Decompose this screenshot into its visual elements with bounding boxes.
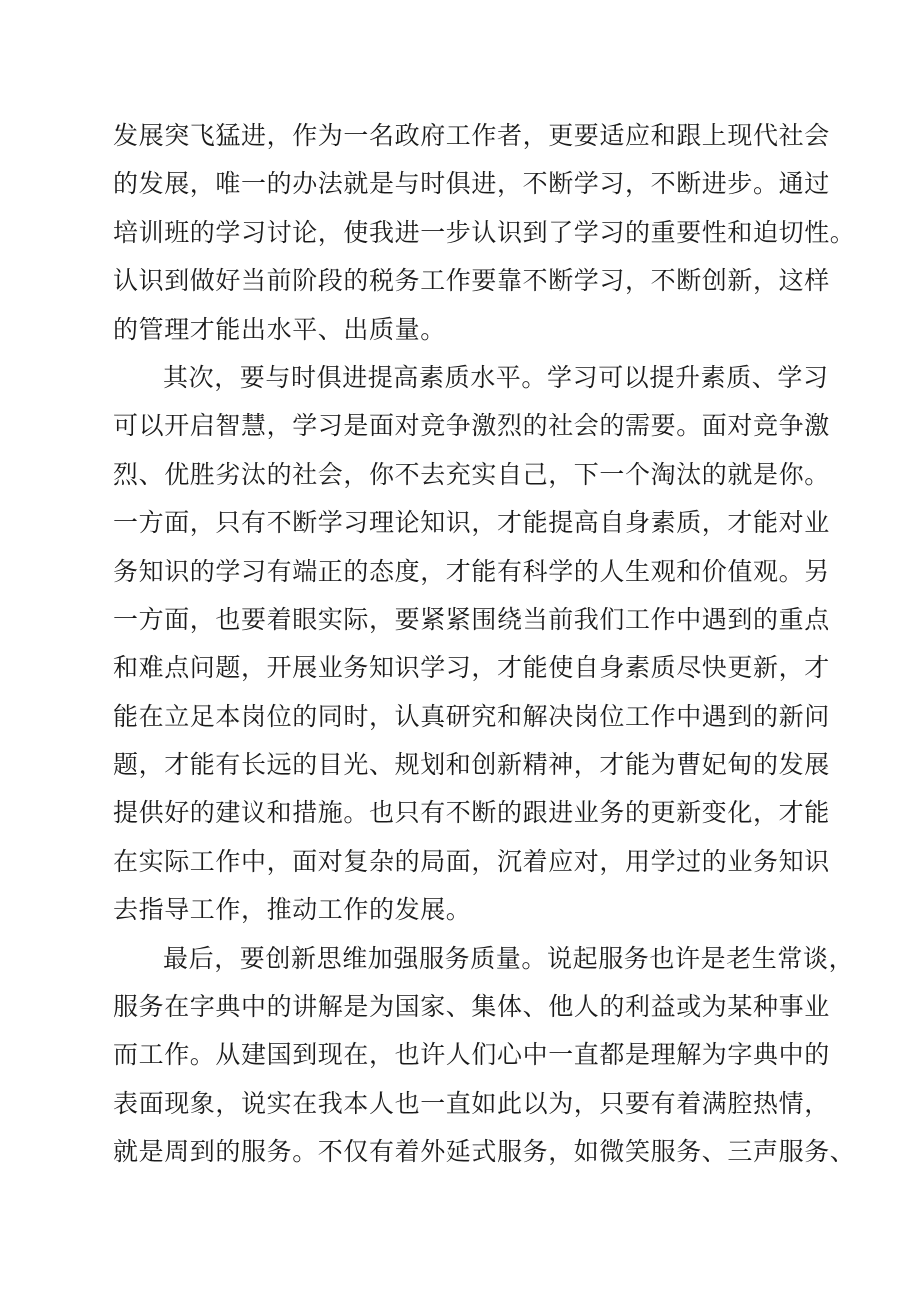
text-line: 认识到做好当前阶段的税务工作要靠不断学习，不断创新，这样: [113, 266, 830, 296]
text-line: 其次，要与时俱进提高素质水平。学习可以提升素质、学习: [163, 362, 829, 392]
text-line: 培训班的学习讨论，使我进一步认识到了学习的重要性和迫切性。: [113, 217, 856, 247]
text-line: 去指导工作，推动工作的发展。: [113, 895, 472, 925]
text-line: 就是周到的服务。不仅有着外延式服务，如微笑服务、三声服务、: [113, 1137, 856, 1167]
text-line: 表面现象，说实在我本人也一直如此以为，只要有着满腔热情，: [113, 1088, 830, 1118]
text-line: 提供好的建议和措施。也只有不断的跟进业务的更新变化，才能: [113, 798, 830, 828]
text-line: 可以开启智慧，学习是面对竞争激烈的社会的需要。面对竞争激: [113, 411, 830, 441]
paragraph-3: [113, 935, 856, 1177]
text-line: 能在立足本岗位的同时，认真研究和解决岗位工作中遇到的新问: [113, 701, 830, 731]
text-line: 务知识的学习有端正的态度，才能有科学的人生观和价值观。另: [113, 556, 830, 586]
text-line: 的发展，唯一的办法就是与时俱进，不断学习，不断进步。通过: [113, 169, 830, 199]
text-line: 而工作。从建国到现在，也许人们心中一直都是理解为字典中的: [113, 1040, 830, 1070]
text-line: 一方面，只有不断学习理论知识，才能提高自身素质，才能对业: [113, 508, 830, 538]
text-line: 题，才能有长远的目光、规划和创新精神，才能为曹妃甸的发展: [113, 750, 830, 780]
document-body: [113, 112, 856, 1177]
text-line: 在实际工作中，面对复杂的局面，沉着应对，用学过的业务知识: [113, 846, 830, 876]
text-line: 的管理才能出水平、出质量。: [113, 314, 446, 344]
text-line: 最后，要创新思维加强服务质量。说起服务也许是老生常谈，: [163, 943, 855, 973]
text-line: 烈、优胜劣汰的社会，你不去充实自己，下一个淘汰的就是你。: [113, 459, 830, 489]
text-line: 发展突飞猛进，作为一名政府工作者，更要适应和跟上现代社会: [113, 121, 830, 150]
text-line: 和难点问题，开展业务知识学习，才能使自身素质尽快更新，才: [113, 653, 830, 683]
text-line: 一方面，也要着眼实际，要紧紧围绕当前我们工作中遇到的重点: [113, 604, 830, 634]
paragraph-1: [113, 112, 856, 354]
paragraph-2: [113, 354, 833, 935]
text-line: 服务在字典中的讲解是为国家、集体、他人的利益或为某种事业: [113, 992, 830, 1022]
